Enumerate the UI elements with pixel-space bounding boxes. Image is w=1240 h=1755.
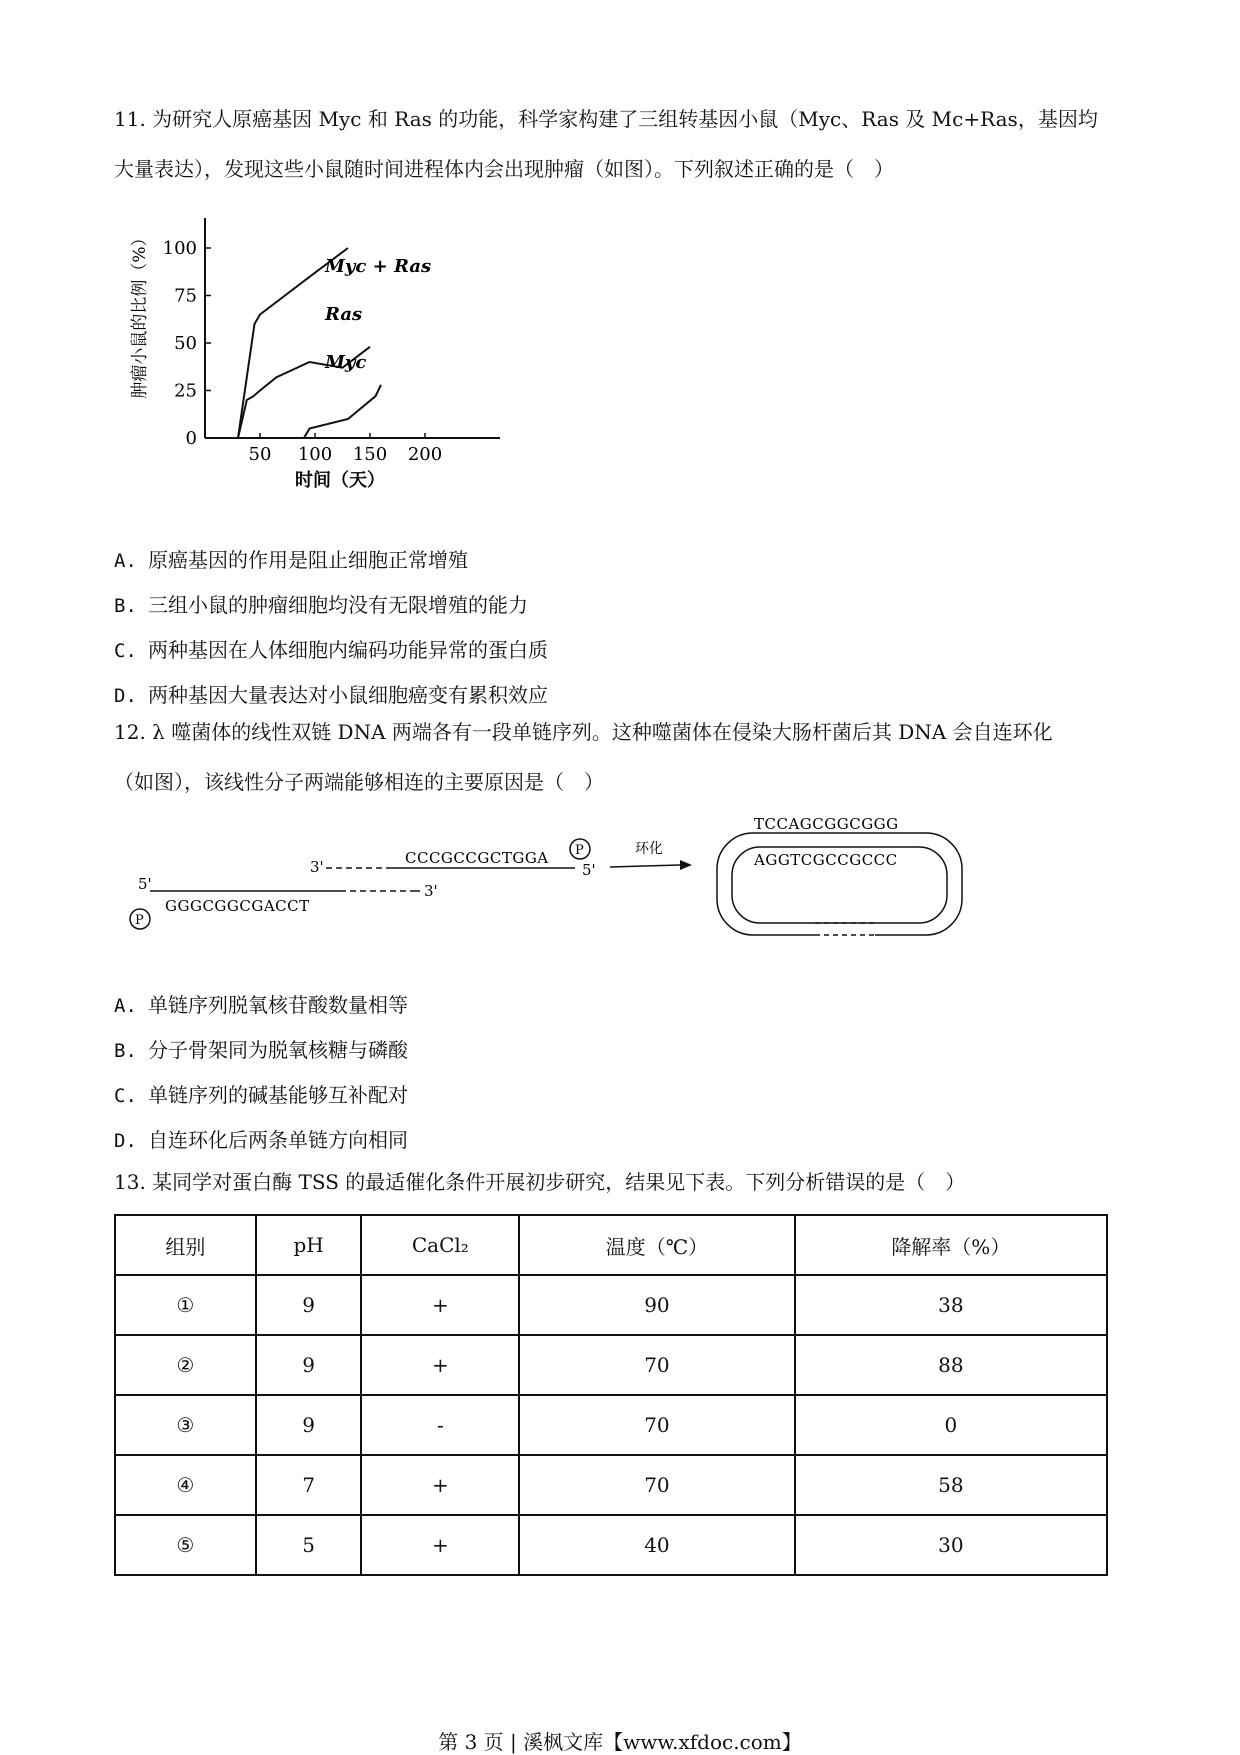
q12-stem	[114, 707, 1124, 807]
x-axis-label: 时间（天）	[295, 470, 385, 491]
table-cell: 30	[795, 1515, 1107, 1575]
table-cell: 58	[795, 1455, 1107, 1515]
option-text: 自连环化后两条单链方向相同	[148, 1128, 408, 1152]
phosphate-bottom-label: P	[135, 913, 144, 928]
q12-option-c[interactable]	[114, 1079, 408, 1108]
series-lines	[238, 248, 431, 438]
option-text: 三组小鼠的肿瘤细胞均没有无限增殖的能力	[148, 593, 528, 617]
option-letter: C.	[114, 640, 137, 662]
bottom-sequence: GGGCGGCGACCT	[165, 897, 310, 915]
series-label: Myc	[325, 352, 367, 373]
option-letter: A.	[114, 995, 137, 1017]
phosphate-top-label: P	[575, 843, 584, 858]
circular-dna	[717, 815, 962, 940]
option-letter: D.	[114, 1130, 137, 1152]
top-sequence: CCCGCCGCTGGA	[405, 849, 549, 867]
option-text: 原癌基因的作用是阻止细胞正常增殖	[148, 548, 468, 572]
arrow-label: 环化	[635, 841, 663, 857]
header-temperature: 温度（℃）	[519, 1215, 794, 1275]
linear-dna	[130, 839, 596, 929]
table-cell: 70	[519, 1455, 794, 1515]
option-letter: A.	[114, 550, 137, 572]
q12-option-a[interactable]	[114, 989, 408, 1018]
table-cell: ②	[115, 1335, 256, 1395]
x-tick-label: 100	[297, 444, 333, 465]
q11-line2: 大量表达），发现这些小鼠随时间进程体内会出现肿瘤（如图）。下列叙述正确的是（ ）	[114, 157, 894, 181]
q13-stem	[114, 1157, 1124, 1207]
x-tick-label: 50	[248, 444, 272, 465]
table-cell: +	[361, 1335, 519, 1395]
q12-option-d[interactable]	[114, 1124, 408, 1153]
table-cell: ④	[115, 1455, 256, 1515]
page-footer: 第 3 页 | 溪枫文库【www.xfdoc.com】	[438, 1730, 802, 1754]
arrow-shaft	[610, 865, 680, 867]
tumor-chart	[125, 210, 515, 500]
x-tick-label: 150	[352, 444, 388, 465]
table-cell: 9	[256, 1275, 362, 1335]
header-degradation: 降解率（%）	[795, 1215, 1107, 1275]
table-cell: 9	[256, 1395, 362, 1455]
table-row	[115, 1515, 1107, 1575]
series-label: Myc + Ras	[325, 256, 432, 277]
option-letter: C.	[114, 1085, 137, 1107]
header-ph: pH	[256, 1215, 362, 1275]
header-group: 组别	[115, 1215, 256, 1275]
option-text: 单链序列的碱基能够互补配对	[148, 1083, 408, 1107]
table-cell: 88	[795, 1335, 1107, 1395]
table-cell: +	[361, 1275, 519, 1335]
label-5-prime-bottom: 5'	[138, 875, 152, 893]
arrow-head	[680, 860, 692, 870]
x-tick-label: 200	[407, 444, 443, 465]
y-axis-label-text: 肿瘤小鼠的比例（%）	[130, 229, 150, 399]
q11-option-d[interactable]	[114, 679, 548, 708]
y-tick-label: 75	[174, 285, 197, 307]
table-cell: 9	[256, 1335, 362, 1395]
table-row	[115, 1455, 1107, 1515]
table-cell: ③	[115, 1395, 256, 1455]
option-text: 分子骨架同为脱氧核糖与磷酸	[148, 1038, 408, 1062]
table-cell: -	[361, 1395, 519, 1455]
ring-outer-sequence: TCCAGCGGCGGG	[754, 815, 899, 833]
table-cell: 38	[795, 1275, 1107, 1335]
table-row	[115, 1275, 1107, 1335]
q11-line1: 11. 为研究人原癌基因 Myc 和 Ras 的功能，科学家构建了三组转基因小鼠（Myc、Ras 及 Mc+Ras，基因均	[114, 107, 1098, 131]
q13-line1: 13. 某同学对蛋白酶 TSS 的最适催化条件开展初步研究，结果见下表。下列分析错误的是（ ）	[114, 1170, 966, 1194]
y-ticks	[163, 238, 211, 449]
y-tick-label: 50	[174, 333, 197, 354]
table-row	[115, 1335, 1107, 1395]
option-text: 两种基因大量表达对小鼠细胞癌变有累积效应	[148, 683, 548, 707]
table-cell: 7	[256, 1455, 362, 1515]
q12-option-b[interactable]	[114, 1034, 408, 1063]
q11-stem	[114, 94, 1124, 194]
dna-circularization-diagram	[120, 805, 980, 945]
table-header-row	[115, 1215, 1107, 1275]
table-cell: 0	[795, 1395, 1107, 1455]
q11-option-c[interactable]	[114, 634, 548, 663]
circularize-arrow	[610, 841, 692, 870]
label-5-prime-top: 5'	[582, 861, 596, 879]
label-3-prime-bottom: 3'	[424, 882, 438, 900]
ring-inner-sequence: AGGTCGCCGCCC	[754, 851, 898, 869]
table-cell: ①	[115, 1275, 256, 1335]
table-cell: 5	[256, 1515, 362, 1575]
y-axis-label	[130, 229, 150, 398]
option-letter: D.	[114, 685, 137, 707]
table-cell: ⑤	[115, 1515, 256, 1575]
table-cell: +	[361, 1455, 519, 1515]
table-cell: 70	[519, 1335, 794, 1395]
table-cell: 70	[519, 1395, 794, 1455]
enzyme-results-table	[114, 1214, 1108, 1576]
y-tick-label: 100	[162, 238, 197, 259]
table-cell: 90	[519, 1275, 794, 1335]
series-label: Ras	[325, 304, 363, 325]
q12-line1: 12. λ 噬菌体的线性双链 DNA 两端各有一段单链序列。这种噬菌体在侵染大肠杆菌后其 DNA 会自连环化	[114, 720, 1053, 744]
label-3-prime-top: 3'	[310, 858, 324, 876]
table-row	[115, 1395, 1107, 1455]
q11-option-b[interactable]	[114, 589, 528, 618]
option-text: 单链序列脱氧核苷酸数量相等	[148, 993, 408, 1017]
header-cacl2: CaCl₂	[361, 1215, 519, 1275]
table-cell: 40	[519, 1515, 794, 1575]
series-line	[304, 385, 381, 438]
q12-line2: （如图），该线性分子两端能够相连的主要原因是（ ）	[114, 770, 604, 794]
table-cell: +	[361, 1515, 519, 1575]
option-text: 两种基因在人体细胞内编码功能异常的蛋白质	[148, 638, 548, 662]
option-letter: B.	[114, 1040, 137, 1062]
y-tick-label: 25	[174, 380, 197, 402]
y-tick-label: 0	[185, 428, 197, 449]
q11-option-a[interactable]	[114, 544, 468, 573]
option-letter: B.	[114, 595, 137, 617]
